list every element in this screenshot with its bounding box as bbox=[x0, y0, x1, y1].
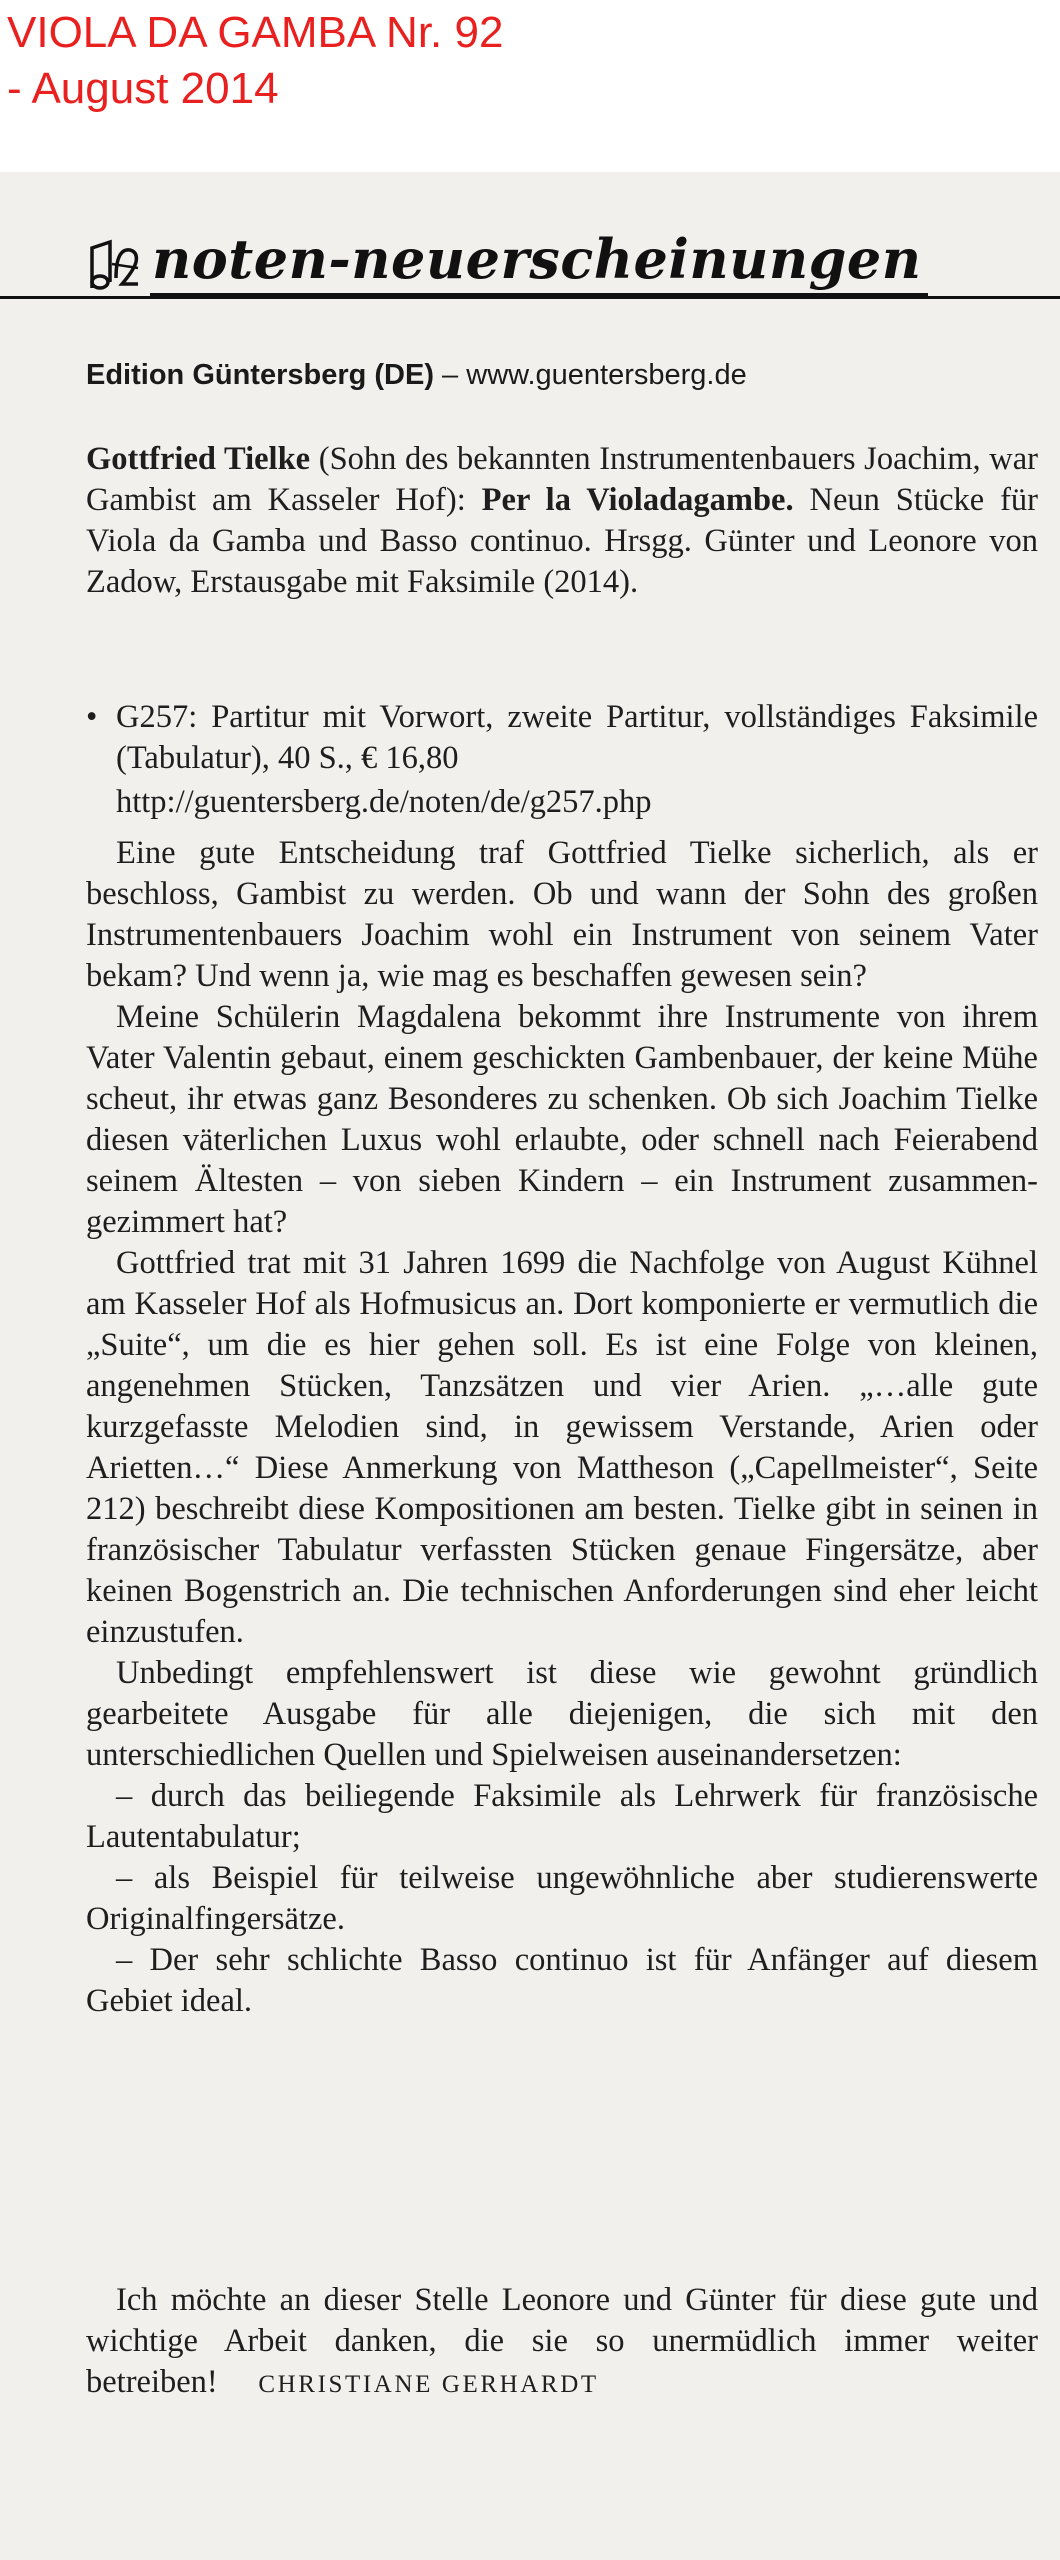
magazine-issue-date: - August 2014 bbox=[7, 64, 279, 113]
review-paragraph: Eine gute Entscheidung traf Gottfried Tielke sicherlich, als er beschloss, Gambist zu werden. Ob und wann der Sohn des großen Instrumentenbauers Joachim wohl ein Instrument von seinem Vater bekam? Und wenn ja, wie mag es beschaffen gewesen sein? bbox=[86, 835, 1038, 994]
work-details: Neun Stücke für Viola da Gamba und Basso continuo. Hrsgg. Günter und Leonore von Zadow, Erstausgabe mit Faksimile (2014). bbox=[86, 482, 1038, 600]
publisher-separator: – bbox=[434, 359, 467, 391]
edition-description bbox=[86, 439, 1038, 603]
bullet-mark: • bbox=[86, 699, 98, 735]
review-list-item: – als Beispiel für teilweise ungewöhnliche aber studierenswerte Originalfingersätze. bbox=[86, 1860, 1038, 1937]
publisher-url[interactable]: www.guentersberg.de bbox=[466, 359, 747, 391]
composer-note: (Sohn des bekannten Instrumentenbauers Joachim, war Gambist am Kasseler Hof): bbox=[86, 441, 1038, 518]
review-list-item: – durch das beiliegende Faksimile als Lehrwerk für französische Lautentabulatur; bbox=[86, 1778, 1038, 1855]
composer-name: Gottfried Tielke bbox=[86, 441, 311, 477]
review-text bbox=[86, 833, 1038, 2022]
page-header bbox=[0, 0, 1060, 172]
section-title-underline bbox=[150, 293, 928, 296]
closing-paragraph bbox=[86, 2280, 1038, 2405]
magazine-issue-title: VIOLA DA GAMBA Nr. 92 bbox=[7, 8, 504, 57]
music-notes-icon bbox=[86, 238, 142, 296]
catalog-entry bbox=[86, 697, 1038, 823]
work-title: Per la Violadagambe. bbox=[481, 482, 794, 518]
publisher-line bbox=[86, 355, 747, 395]
catalog-url[interactable]: http://guentersberg.de/noten/de/g257.php bbox=[116, 784, 652, 820]
section-rule bbox=[0, 296, 1060, 299]
section-title: noten-neuerscheinungen bbox=[152, 227, 922, 291]
publisher-name: Edition Güntersberg (DE) bbox=[86, 359, 434, 391]
review-paragraph: Gottfried trat mit 31 Jahren 1699 die Nachfolge von August Kühnel am Kasseler Hof als Hofmusicus an. Dort komponierte er vermutlich die „Suite“, um die es hier gehen soll. Es ist eine Folge von kleinen, angenehmen Stücken, Tanzsätzen und vier Arien. „…alle gute kurzgefasste Melodien sind, in gewissem Verstande, Arien oder Arietten…“ Diese Anmerkung von Mattheson („Capellmeister“, Seite 212) beschreibt diese Kompositionen am besten. Tielke gibt in seinen in französischer Tabulatur verfassten Stücken genaue Fingersätze, aber keinen Bogenstrich an. Die technischen Anforderungen sind eher leicht einzustufen. bbox=[86, 1245, 1038, 1650]
catalog-details: G257: Partitur mit Vorwort, zweite Partitur, vollständiges Faksimile (Tabulatur), 40 S., € 16,80 bbox=[116, 699, 1038, 776]
review-paragraph: Unbedingt empfehlenswert ist diese wie gewohnt gründlich gearbeitete Ausgabe für alle diejenigen, die sich mit den unterschiedlichen Quellen und Spielweisen auseinandersetzen: bbox=[86, 1655, 1038, 1773]
review-paragraph: Meine Schülerin Magdalena bekommt ihre Instrumente von ihrem Vater Valentin gebaut, einem geschickten Gambenbauer, der keine Mühe scheut, ihr etwas ganz Besonderes zu schenken. Ob sich Joachim Tielke diesen väterlichen Luxus wohl erlaubte, oder schnell nach Feierabend seinem Ältesten – von sieben Kindern – ein Instrument zusammengezimmert hat? bbox=[86, 999, 1038, 1240]
closing-text: Ich möchte an dieser Stelle Leonore und Günter für diese gute und wichtige Arbeit danken, die sie so unermüdlich immer weiter betreiben! bbox=[86, 2282, 1038, 2400]
review-list-item: – Der sehr schlichte Basso continuo ist für Anfänger auf diesem Gebiet ideal. bbox=[86, 1942, 1038, 2019]
author-signature: CHRISTIANE GERHARDT bbox=[258, 2371, 599, 2398]
